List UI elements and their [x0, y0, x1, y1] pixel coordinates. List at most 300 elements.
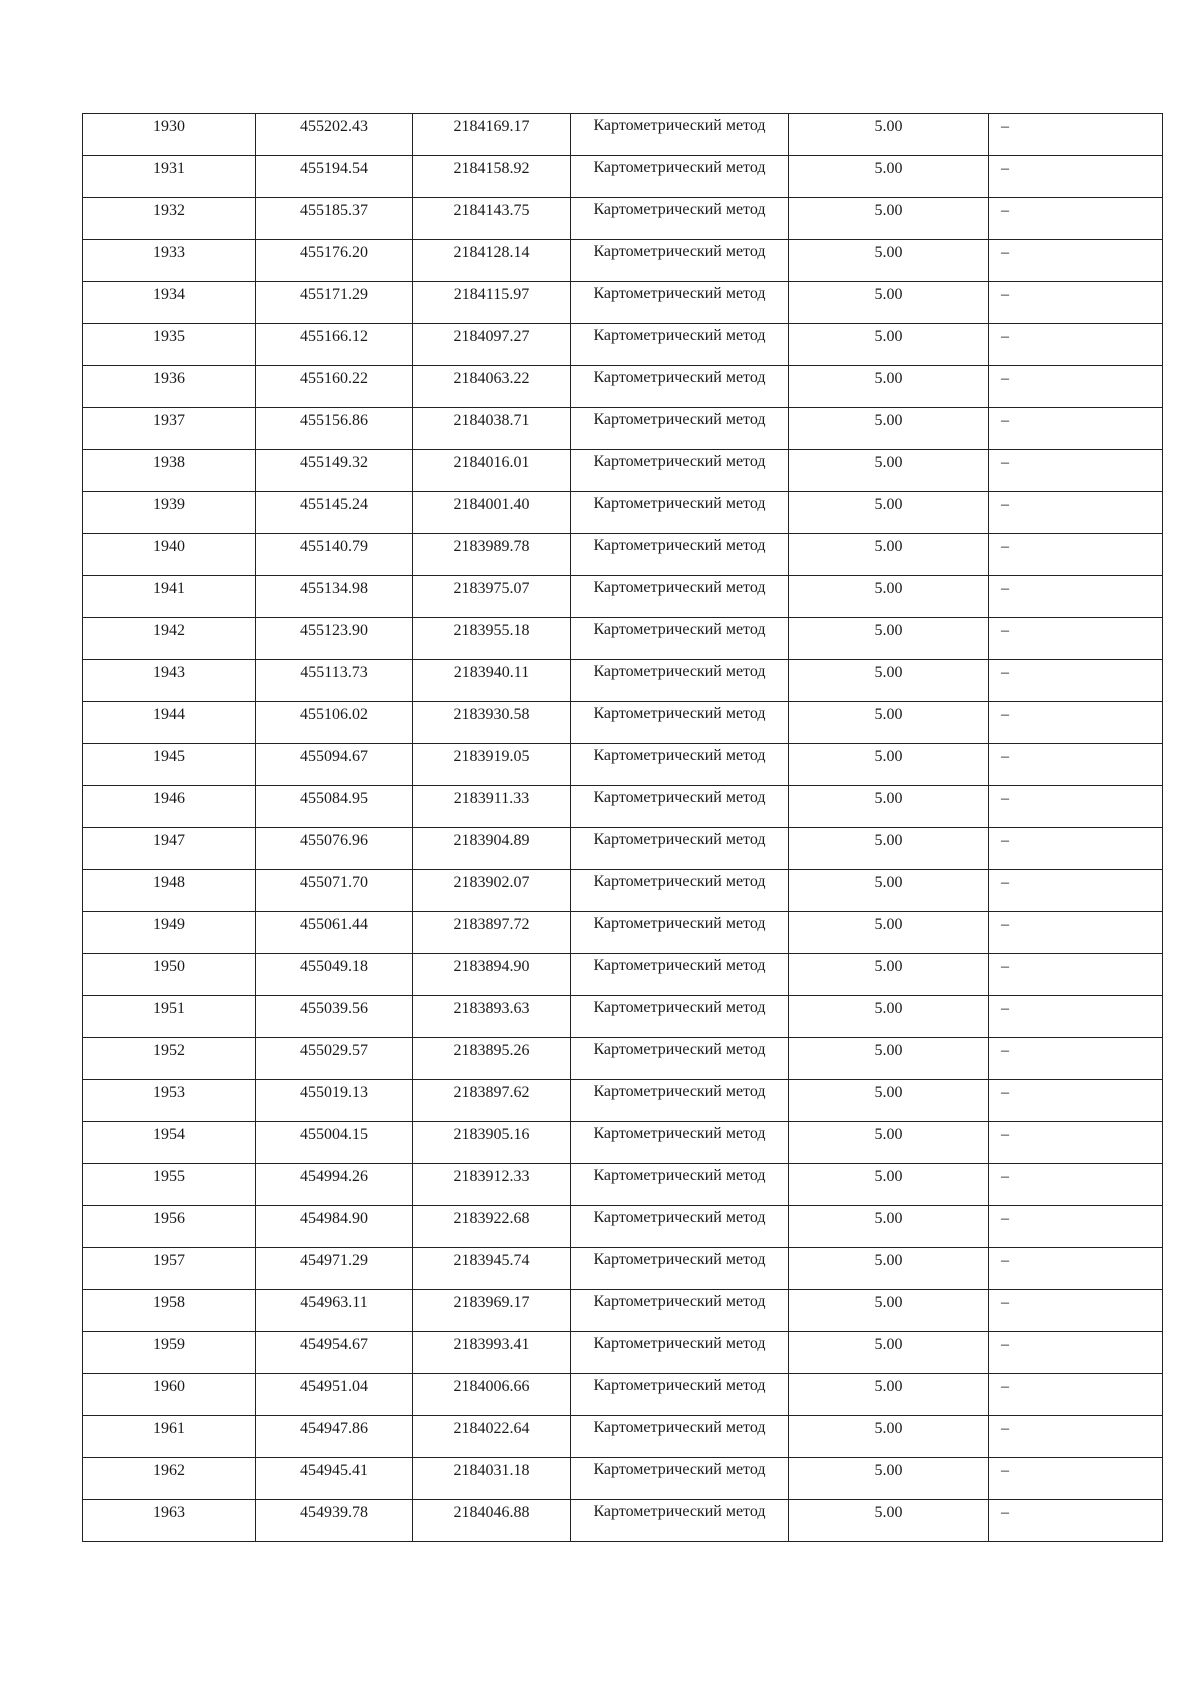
method-text: Картометрический метод [593, 243, 766, 260]
coordinate-x-cell [256, 1164, 413, 1206]
coordinate-x-text: 455061.44 [300, 916, 368, 933]
point-number-text: 1932 [153, 202, 185, 219]
accuracy-cell [789, 324, 989, 366]
coordinate-x-cell [256, 198, 413, 240]
coordinates-table [82, 113, 1163, 1542]
coordinate-y-cell [413, 1374, 571, 1416]
point-number-cell [83, 1416, 256, 1458]
coordinate-y-text: 2183902.07 [453, 874, 530, 891]
table-row [83, 282, 1163, 324]
method-text: Картометрический метод [593, 705, 766, 722]
coordinate-y-cell [413, 1332, 571, 1374]
point-number-text: 1934 [153, 286, 185, 303]
coordinate-x-text: 455106.02 [300, 706, 368, 723]
coordinate-x-cell [256, 828, 413, 870]
accuracy-text: 5.00 [874, 1294, 903, 1311]
coordinate-y-text: 2184016.01 [453, 454, 530, 471]
coordinate-x-text: 454951.04 [300, 1378, 368, 1395]
coordinate-x-text: 454994.26 [300, 1168, 368, 1185]
accuracy-text: 5.00 [874, 1042, 903, 1059]
coordinate-y-cell [413, 660, 571, 702]
table-row [83, 1374, 1163, 1416]
coordinate-y-text: 2183945.74 [453, 1252, 530, 1269]
table-row [83, 702, 1163, 744]
point-number-text: 1945 [153, 748, 185, 765]
coordinate-x-cell [256, 912, 413, 954]
coordinate-x-text: 455156.86 [300, 412, 368, 429]
coordinate-x-cell [256, 1500, 413, 1542]
coordinate-y-text: 2184022.64 [453, 1420, 530, 1437]
point-number-cell [83, 660, 256, 702]
coordinate-x-cell [256, 1416, 413, 1458]
point-number-cell [83, 1290, 256, 1332]
accuracy-text: 5.00 [874, 664, 903, 681]
point-number-cell [83, 240, 256, 282]
table-row [83, 996, 1163, 1038]
note-text: – [1001, 1000, 1009, 1017]
accuracy-text: 5.00 [874, 1168, 903, 1185]
point-number-cell [83, 786, 256, 828]
coordinate-x-text: 455171.29 [300, 286, 368, 303]
point-number-cell [83, 996, 256, 1038]
point-number-cell [83, 156, 256, 198]
table-row [83, 156, 1163, 198]
note-text: – [1001, 202, 1009, 219]
coordinate-x-text: 455185.37 [300, 202, 368, 219]
coordinate-y-text: 2184143.75 [453, 202, 530, 219]
coordinate-x-cell [256, 450, 413, 492]
accuracy-cell [789, 870, 989, 912]
accuracy-cell [789, 240, 989, 282]
note-text: – [1001, 1084, 1009, 1101]
coordinate-y-cell [413, 408, 571, 450]
method-text: Картометрический метод [593, 537, 766, 554]
method-text: Картометрический метод [593, 915, 766, 932]
accuracy-text: 5.00 [874, 748, 903, 765]
coordinate-x-cell [256, 324, 413, 366]
coordinate-y-cell [413, 1206, 571, 1248]
method-cell [571, 660, 789, 702]
note-cell [989, 1458, 1163, 1500]
point-number-cell [83, 198, 256, 240]
method-cell [571, 996, 789, 1038]
table-row [83, 744, 1163, 786]
note-cell [989, 114, 1163, 156]
point-number-cell [83, 1248, 256, 1290]
coordinate-y-cell [413, 282, 571, 324]
coordinate-y-cell [413, 1248, 571, 1290]
accuracy-text: 5.00 [874, 160, 903, 177]
point-number-cell [83, 1458, 256, 1500]
table-row [83, 576, 1163, 618]
coordinate-x-text: 454939.78 [300, 1504, 368, 1521]
point-number-cell [83, 450, 256, 492]
coordinate-y-text: 2184115.97 [453, 286, 530, 303]
coordinate-x-cell [256, 660, 413, 702]
coordinate-x-cell [256, 576, 413, 618]
point-number-cell [83, 492, 256, 534]
point-number-cell [83, 1500, 256, 1542]
table-row [83, 1038, 1163, 1080]
accuracy-cell [789, 744, 989, 786]
coordinate-y-cell [413, 1290, 571, 1332]
accuracy-cell [789, 1248, 989, 1290]
accuracy-text: 5.00 [874, 832, 903, 849]
coordinate-y-text: 2183993.41 [453, 1336, 530, 1353]
accuracy-text: 5.00 [874, 202, 903, 219]
note-cell [989, 156, 1163, 198]
point-number-text: 1955 [153, 1168, 185, 1185]
table-row [83, 618, 1163, 660]
table-row [83, 870, 1163, 912]
coordinate-y-cell [413, 576, 571, 618]
coordinate-x-cell [256, 1290, 413, 1332]
note-text: – [1001, 1042, 1009, 1059]
coordinate-x-text: 455004.15 [300, 1126, 368, 1143]
coordinate-y-text: 2184031.18 [453, 1462, 530, 1479]
method-text: Картометрический метод [593, 285, 766, 302]
accuracy-cell [789, 1374, 989, 1416]
method-text: Картометрический метод [593, 117, 766, 134]
note-text: – [1001, 1336, 1009, 1353]
coordinate-x-cell [256, 870, 413, 912]
accuracy-cell [789, 282, 989, 324]
coordinate-y-cell [413, 618, 571, 660]
accuracy-text: 5.00 [874, 1000, 903, 1017]
coordinate-y-cell [413, 954, 571, 996]
point-number-cell [83, 702, 256, 744]
point-number-text: 1946 [153, 790, 185, 807]
note-cell [989, 1416, 1163, 1458]
coordinate-y-cell [413, 1458, 571, 1500]
accuracy-cell [789, 702, 989, 744]
point-number-cell [83, 912, 256, 954]
coordinate-x-text: 454954.67 [300, 1336, 368, 1353]
method-text: Картометрический метод [593, 621, 766, 638]
point-number-cell [83, 1122, 256, 1164]
point-number-text: 1960 [153, 1378, 185, 1395]
note-text: – [1001, 1210, 1009, 1227]
coordinate-y-text: 2183897.72 [453, 916, 530, 933]
method-text: Картометрический метод [593, 831, 766, 848]
accuracy-text: 5.00 [874, 412, 903, 429]
coordinate-x-text: 455076.96 [300, 832, 368, 849]
point-number-text: 1962 [153, 1462, 185, 1479]
coordinate-x-text: 454984.90 [300, 1210, 368, 1227]
accuracy-cell [789, 828, 989, 870]
coordinate-x-text: 455039.56 [300, 1000, 368, 1017]
note-text: – [1001, 1252, 1009, 1269]
table-row [83, 534, 1163, 576]
accuracy-cell [789, 912, 989, 954]
accuracy-cell [789, 492, 989, 534]
coordinate-x-cell [256, 1458, 413, 1500]
note-cell [989, 282, 1163, 324]
note-text: – [1001, 958, 1009, 975]
note-text: – [1001, 118, 1009, 135]
note-cell [989, 1080, 1163, 1122]
coordinate-x-cell [256, 1374, 413, 1416]
note-cell [989, 1206, 1163, 1248]
accuracy-text: 5.00 [874, 454, 903, 471]
point-number-cell [83, 744, 256, 786]
method-text: Картометрический метод [593, 1251, 766, 1268]
coordinate-y-cell [413, 1416, 571, 1458]
note-text: – [1001, 874, 1009, 891]
table-row [83, 1206, 1163, 1248]
note-cell [989, 534, 1163, 576]
note-cell [989, 744, 1163, 786]
accuracy-cell [789, 1080, 989, 1122]
method-text: Картометрический метод [593, 1293, 766, 1310]
coordinate-y-text: 2184158.92 [453, 160, 530, 177]
accuracy-text: 5.00 [874, 118, 903, 135]
coordinate-x-cell [256, 492, 413, 534]
table-row [83, 1332, 1163, 1374]
coordinate-y-text: 2184046.88 [453, 1504, 530, 1521]
table-row [83, 492, 1163, 534]
method-text: Картометрический метод [593, 495, 766, 512]
note-cell [989, 576, 1163, 618]
coordinate-y-text: 2183894.90 [453, 958, 530, 975]
method-text: Картометрический метод [593, 1335, 766, 1352]
coordinate-y-text: 2183893.63 [453, 1000, 530, 1017]
method-cell [571, 156, 789, 198]
accuracy-cell [789, 576, 989, 618]
note-cell [989, 492, 1163, 534]
coordinate-x-cell [256, 534, 413, 576]
point-number-text: 1956 [153, 1210, 185, 1227]
method-cell [571, 1290, 789, 1332]
accuracy-cell [789, 1500, 989, 1542]
method-text: Картометрический метод [593, 999, 766, 1016]
note-cell [989, 870, 1163, 912]
note-text: – [1001, 328, 1009, 345]
coordinate-y-text: 2183911.33 [453, 790, 530, 807]
coordinate-x-text: 455149.32 [300, 454, 368, 471]
coordinate-y-cell [413, 534, 571, 576]
coordinate-x-cell [256, 1332, 413, 1374]
method-cell [571, 282, 789, 324]
note-text: – [1001, 370, 1009, 387]
point-number-text: 1948 [153, 874, 185, 891]
note-text: – [1001, 454, 1009, 471]
method-cell [571, 1332, 789, 1374]
coordinate-x-cell [256, 1248, 413, 1290]
accuracy-text: 5.00 [874, 1462, 903, 1479]
coordinate-y-text: 2184001.40 [453, 496, 530, 513]
coordinate-y-cell [413, 1164, 571, 1206]
method-cell [571, 492, 789, 534]
method-text: Картометрический метод [593, 1083, 766, 1100]
note-text: – [1001, 622, 1009, 639]
accuracy-text: 5.00 [874, 706, 903, 723]
coordinate-y-text: 2183922.68 [453, 1210, 530, 1227]
method-text: Картометрический метод [593, 1125, 766, 1142]
point-number-cell [83, 1164, 256, 1206]
coordinate-y-cell [413, 198, 571, 240]
coordinate-y-text: 2183905.16 [453, 1126, 530, 1143]
accuracy-cell [789, 1332, 989, 1374]
coordinate-y-text: 2183897.62 [453, 1084, 530, 1101]
coordinate-y-text: 2183912.33 [453, 1168, 530, 1185]
point-number-text: 1935 [153, 328, 185, 345]
coordinate-x-text: 455166.12 [300, 328, 368, 345]
point-number-cell [83, 1332, 256, 1374]
point-number-text: 1958 [153, 1294, 185, 1311]
coordinate-y-text: 2183904.89 [453, 832, 530, 849]
method-cell [571, 366, 789, 408]
accuracy-cell [789, 1164, 989, 1206]
note-cell [989, 1500, 1163, 1542]
point-number-text: 1930 [153, 118, 185, 135]
coordinate-y-text: 2183940.11 [453, 664, 530, 681]
coordinate-x-cell [256, 156, 413, 198]
point-number-cell [83, 576, 256, 618]
table-row [83, 450, 1163, 492]
coordinate-x-text: 455113.73 [300, 664, 368, 681]
method-text: Картометрический метод [593, 1041, 766, 1058]
method-cell [571, 114, 789, 156]
point-number-cell [83, 1374, 256, 1416]
point-number-cell [83, 1206, 256, 1248]
accuracy-text: 5.00 [874, 1378, 903, 1395]
accuracy-cell [789, 786, 989, 828]
accuracy-text: 5.00 [874, 370, 903, 387]
point-number-cell [83, 1080, 256, 1122]
coordinate-y-text: 2183989.78 [453, 538, 530, 555]
point-number-text: 1940 [153, 538, 185, 555]
accuracy-cell [789, 156, 989, 198]
coordinate-x-cell [256, 114, 413, 156]
point-number-text: 1937 [153, 412, 185, 429]
coordinate-y-text: 2184063.22 [453, 370, 530, 387]
method-text: Картометрический метод [593, 579, 766, 596]
point-number-text: 1957 [153, 1252, 185, 1269]
note-text: – [1001, 790, 1009, 807]
note-text: – [1001, 916, 1009, 933]
note-cell [989, 954, 1163, 996]
accuracy-cell [789, 618, 989, 660]
accuracy-text: 5.00 [874, 1420, 903, 1437]
coordinate-x-cell [256, 954, 413, 996]
coordinate-y-text: 2184038.71 [453, 412, 530, 429]
coordinate-x-cell [256, 1122, 413, 1164]
coordinate-x-text: 455194.54 [300, 160, 368, 177]
point-number-text: 1949 [153, 916, 185, 933]
note-text: – [1001, 832, 1009, 849]
method-cell [571, 786, 789, 828]
method-text: Картометрический метод [593, 1377, 766, 1394]
point-number-text: 1944 [153, 706, 185, 723]
coordinate-y-text: 2184097.27 [453, 328, 530, 345]
method-cell [571, 744, 789, 786]
accuracy-text: 5.00 [874, 496, 903, 513]
point-number-cell [83, 954, 256, 996]
note-text: – [1001, 286, 1009, 303]
accuracy-cell [789, 660, 989, 702]
accuracy-cell [789, 1122, 989, 1164]
coordinate-x-cell [256, 786, 413, 828]
point-number-text: 1961 [153, 1420, 185, 1437]
method-cell [571, 870, 789, 912]
coordinate-x-cell [256, 744, 413, 786]
accuracy-cell [789, 996, 989, 1038]
note-cell [989, 198, 1163, 240]
method-text: Картометрический метод [593, 1167, 766, 1184]
note-cell [989, 1332, 1163, 1374]
note-cell [989, 408, 1163, 450]
coordinate-x-text: 455029.57 [300, 1042, 368, 1059]
note-cell [989, 240, 1163, 282]
method-text: Картометрический метод [593, 453, 766, 470]
note-text: – [1001, 580, 1009, 597]
coordinate-y-cell [413, 744, 571, 786]
method-cell [571, 1248, 789, 1290]
coordinate-x-text: 455049.18 [300, 958, 368, 975]
point-number-text: 1951 [153, 1000, 185, 1017]
accuracy-text: 5.00 [874, 1210, 903, 1227]
accuracy-text: 5.00 [874, 580, 903, 597]
coordinate-y-cell [413, 324, 571, 366]
method-text: Картометрический метод [593, 747, 766, 764]
accuracy-cell [789, 366, 989, 408]
coordinate-x-cell [256, 240, 413, 282]
method-cell [571, 240, 789, 282]
accuracy-cell [789, 1290, 989, 1332]
accuracy-cell [789, 198, 989, 240]
note-text: – [1001, 748, 1009, 765]
coordinate-y-cell [413, 1500, 571, 1542]
coordinate-x-text: 455202.43 [300, 118, 368, 135]
accuracy-cell [789, 1458, 989, 1500]
note-text: – [1001, 664, 1009, 681]
method-cell [571, 1122, 789, 1164]
coordinate-x-text: 455140.79 [300, 538, 368, 555]
method-text: Картометрический метод [593, 1503, 766, 1520]
method-cell [571, 534, 789, 576]
point-number-text: 1936 [153, 370, 185, 387]
note-cell [989, 618, 1163, 660]
note-cell [989, 786, 1163, 828]
table-row [83, 1416, 1163, 1458]
accuracy-text: 5.00 [874, 1084, 903, 1101]
method-cell [571, 954, 789, 996]
coordinate-x-text: 455084.95 [300, 790, 368, 807]
coordinate-x-text: 455176.20 [300, 244, 368, 261]
accuracy-text: 5.00 [874, 1126, 903, 1143]
coordinate-y-text: 2183930.58 [453, 706, 530, 723]
point-number-text: 1943 [153, 664, 185, 681]
coordinate-x-cell [256, 702, 413, 744]
table-row [83, 408, 1163, 450]
point-number-text: 1939 [153, 496, 185, 513]
point-number-text: 1931 [153, 160, 185, 177]
point-number-text: 1963 [153, 1504, 185, 1521]
coordinate-y-cell [413, 492, 571, 534]
coordinate-x-text: 455145.24 [300, 496, 368, 513]
coordinate-x-text: 455160.22 [300, 370, 368, 387]
method-text: Картометрический метод [593, 159, 766, 176]
point-number-cell [83, 828, 256, 870]
table-row [83, 828, 1163, 870]
method-cell [571, 1080, 789, 1122]
method-cell [571, 1374, 789, 1416]
accuracy-text: 5.00 [874, 244, 903, 261]
note-cell [989, 1290, 1163, 1332]
note-cell [989, 660, 1163, 702]
coordinate-x-cell [256, 1206, 413, 1248]
